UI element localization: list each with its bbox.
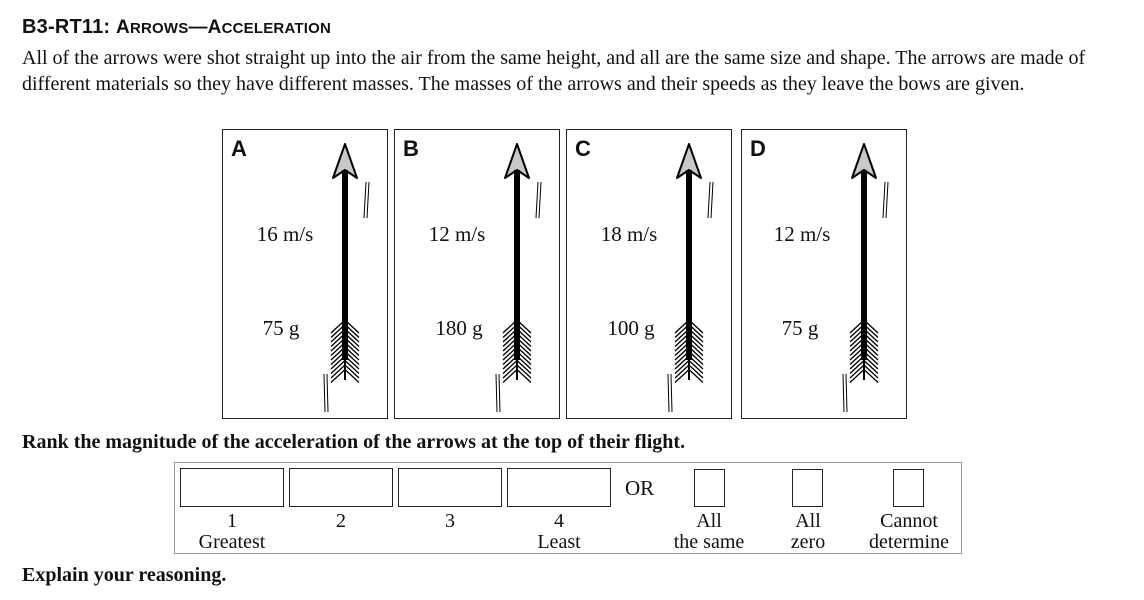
rank-caption-3 — [398, 511, 502, 532]
title-word1-initial: A — [116, 17, 130, 38]
explain-prompt: Explain your reasoning. — [22, 564, 227, 586]
rank-number: 4 — [554, 510, 564, 532]
panel-mass: 75 g — [262, 316, 300, 340]
rank-number: 3 — [445, 510, 455, 532]
title-word1-rest: RROWS — [129, 20, 189, 37]
caption-line: the same — [673, 531, 745, 553]
title-word2-initial: A — [207, 17, 222, 38]
rank-caption-2 — [289, 511, 393, 532]
arrow-panel-a — [222, 129, 388, 419]
rank-slot-1[interactable] — [180, 468, 284, 507]
arrow-panel-b — [394, 129, 560, 419]
rank-word: Greatest — [198, 531, 266, 553]
ranking-answer-box — [174, 462, 962, 554]
rank-number: 1 — [227, 510, 237, 532]
panel-mass: 180 g — [435, 316, 483, 340]
panel-letter: D — [750, 136, 766, 161]
all-zero-checkbox[interactable] — [792, 469, 823, 507]
title-code: B3-RT11: — [22, 16, 117, 38]
panel-speed: 16 m/s — [256, 222, 314, 246]
arrow-icon — [837, 138, 897, 413]
panel-speed: 18 m/s — [600, 222, 658, 246]
rank-slot-2[interactable] — [289, 468, 393, 507]
panel-speed: 12 m/s — [773, 222, 831, 246]
panel-speed: 12 m/s — [428, 222, 486, 246]
panel-letter: B — [403, 136, 419, 161]
panel-mass: 75 g — [781, 316, 819, 340]
arrow-icon — [662, 138, 722, 413]
ranking-question: Rank the magnitude of the acceleration of the arrows at the top of their flight. — [22, 431, 686, 453]
rank-slot-3[interactable] — [398, 468, 502, 507]
caption-line: All — [696, 510, 722, 532]
cannot-determine-caption — [859, 511, 959, 553]
all-same-caption — [659, 511, 759, 553]
panel-mass: 100 g — [607, 316, 655, 340]
arrow-panel-d — [741, 129, 907, 419]
all-same-checkbox[interactable] — [694, 469, 725, 507]
rank-caption-4 — [507, 511, 611, 553]
panel-letter: C — [575, 136, 591, 161]
title-dash: — — [188, 17, 208, 38]
arrow-icon — [490, 138, 550, 413]
rank-word: Least — [537, 531, 581, 553]
rank-caption-1 — [180, 511, 284, 553]
arrow-panel-c — [566, 129, 732, 419]
panel-letter: A — [231, 136, 247, 161]
caption-line: All — [795, 510, 821, 532]
arrow-icon — [318, 138, 378, 413]
caption-line: Cannot — [880, 510, 938, 532]
cannot-determine-checkbox[interactable] — [893, 469, 924, 507]
all-zero-caption — [768, 511, 848, 553]
intro-paragraph: All of the arrows were shot straight up into the air from the same height, and all are the same size and shape. The arrows are made of different materials so they have different masses. The masses of the arrows and their speeds as they leave the bows are given. — [22, 47, 1086, 95]
problem-title — [22, 16, 331, 39]
or-label: OR — [625, 476, 655, 500]
title-word2-rest: CCELERATION — [221, 20, 332, 37]
caption-line: zero — [790, 531, 826, 553]
rank-slot-4[interactable] — [507, 468, 611, 507]
caption-line: determine — [869, 531, 949, 553]
rank-number: 2 — [336, 510, 346, 532]
